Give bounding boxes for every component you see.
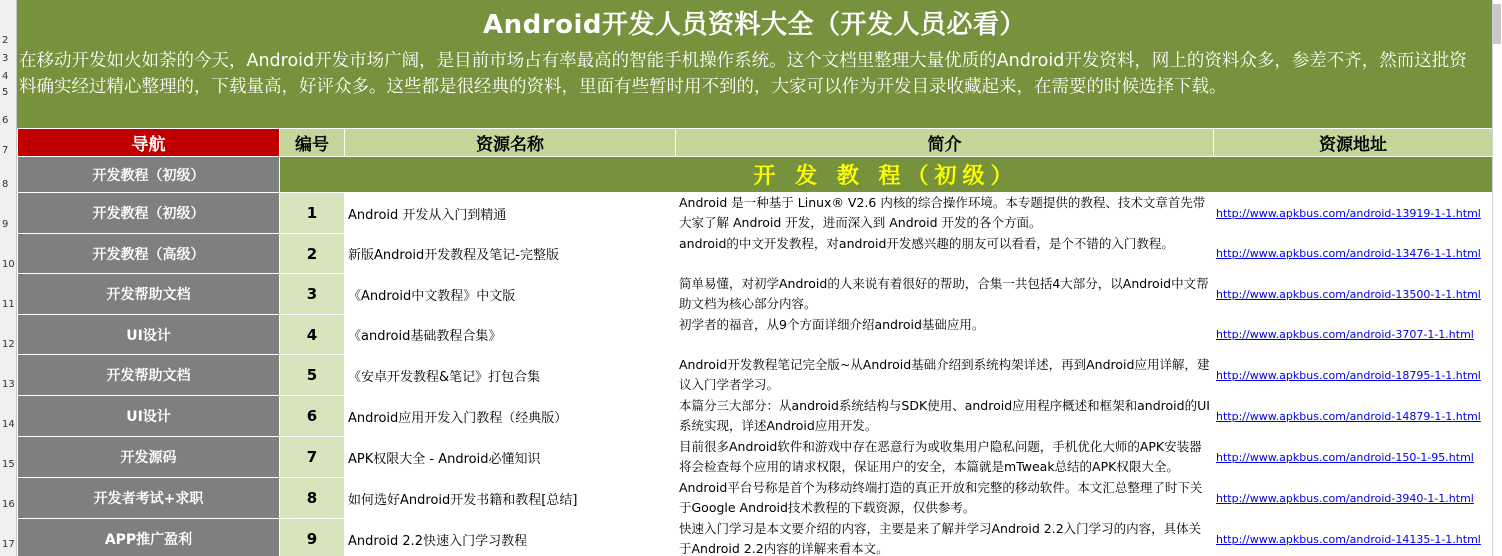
header-desc[interactable]: 简介 — [676, 129, 1214, 157]
name-cell[interactable]: Android 开发从入门到精通 — [345, 193, 676, 234]
table-row — [18, 478, 1493, 519]
scrollbar-thumb[interactable] — [1493, 4, 1501, 44]
name-cell[interactable]: 新版Android开发教程及笔记-完整版 — [345, 234, 676, 274]
table-row — [18, 315, 1493, 355]
number-cell[interactable]: 7 — [280, 437, 345, 478]
name-cell[interactable]: 《Android中文教程》中文版 — [345, 274, 676, 315]
number-cell[interactable]: 6 — [280, 396, 345, 437]
nav-cell[interactable]: APP推广盈利 — [18, 519, 280, 556]
row-number[interactable]: 16 — [2, 499, 15, 510]
number-cell[interactable]: 2 — [280, 234, 345, 274]
header-num[interactable]: 编号 — [280, 129, 345, 157]
spreadsheet — [17, 0, 1492, 556]
row-number[interactable]: 6 — [2, 115, 9, 126]
header-name[interactable]: 资源名称 — [345, 129, 676, 157]
nav-cell[interactable]: UI设计 — [18, 396, 280, 437]
desc-cell[interactable]: android的中文开发教程，对android开发感兴趣的朋友可以看看，是个不错的入门教程。 — [676, 234, 1214, 274]
row-number[interactable]: 2 — [2, 35, 9, 46]
number-cell[interactable]: 1 — [280, 193, 345, 234]
url-link[interactable]: http://www.apkbus.com/android-3707-1-1.html — [1216, 328, 1474, 341]
table-row — [18, 355, 1493, 396]
url-cell[interactable] — [1214, 437, 1493, 478]
desc-cell[interactable]: Android开发教程笔记完全版~从Android基础介绍到系统构架详述，再到Android应用详解，建议入门学者学习。 — [676, 355, 1214, 396]
url-cell[interactable] — [1214, 193, 1493, 234]
desc-cell[interactable]: 快速入门学习是本文要介绍的内容，主要是来了解并学习Android 2.2入门学习的内容，具体关于Android 2.2内容的详解来看本文。 — [676, 519, 1214, 556]
url-link[interactable]: http://www.apkbus.com/android-14135-1-1.html — [1216, 532, 1481, 546]
header-url[interactable]: 资源地址 — [1214, 129, 1493, 157]
nav-cell[interactable]: 开发教程（初级） — [18, 193, 280, 234]
header-nav[interactable]: 导航 — [18, 129, 280, 157]
url-cell[interactable] — [1214, 355, 1493, 396]
url-link[interactable]: http://www.apkbus.com/android-14879-1-1.html — [1216, 409, 1481, 423]
row-number[interactable]: 4 — [2, 71, 9, 82]
url-cell[interactable] — [1214, 478, 1493, 519]
url-link[interactable]: http://www.apkbus.com/android-150-1-95.html — [1216, 450, 1474, 464]
nav-cell[interactable]: UI设计 — [18, 315, 280, 355]
nav-cell[interactable]: 开发帮助文档 — [18, 274, 280, 315]
nav-cell[interactable]: 开发教程（初级） — [18, 157, 280, 193]
vertical-scrollbar[interactable] — [1492, 0, 1502, 556]
name-cell[interactable]: APK权限大全 - Android必懂知识 — [345, 437, 676, 478]
page-title: Android开发人员资料大全（开发人员必看） — [483, 10, 1026, 40]
desc-cell[interactable]: Android平台号称是首个为移动终端打造的真正开放和完整的移动软件。本文汇总整理了时下关于Google Android技术教程的下载资源，仅供参考。 — [676, 478, 1214, 519]
row-number[interactable]: 7 — [2, 145, 9, 156]
table-row — [18, 234, 1493, 274]
nav-cell[interactable]: 开发教程（高级） — [18, 234, 280, 274]
name-cell[interactable]: 《android基础教程合集》 — [345, 315, 676, 355]
table-row — [18, 274, 1493, 315]
row-number[interactable]: 15 — [2, 459, 15, 470]
url-cell[interactable] — [1214, 315, 1493, 355]
number-cell[interactable]: 5 — [280, 355, 345, 396]
url-link[interactable]: http://www.apkbus.com/android-3940-1-1.html — [1216, 491, 1474, 505]
url-cell[interactable] — [1214, 519, 1493, 556]
desc-cell[interactable]: 本篇分三大部分：从android系统结构与SDK使用、android应用程序概述和框架和android的UI系统实现，详述Android应用开发。 — [676, 396, 1214, 437]
resource-table — [17, 128, 1493, 556]
url-cell[interactable] — [1214, 234, 1493, 274]
nav-cell[interactable]: 开发帮助文档 — [18, 355, 280, 396]
name-cell[interactable]: 如何选好Android开发书籍和教程[总结] — [345, 478, 676, 519]
section-title[interactable]: 开 发 教 程（初级） — [280, 157, 1493, 193]
table-row — [18, 519, 1493, 556]
table-row — [18, 396, 1493, 437]
row-number-column — [0, 0, 17, 556]
nav-cell[interactable]: 开发者考试+求职 — [18, 478, 280, 519]
desc-cell[interactable]: Android 是一种基于 Linux® V2.6 内核的综合操作环境。本专题提供的教程、技术文章首先带大家了解 Android 开发，进而深入到 Android 开发的各个方面。 — [676, 193, 1214, 234]
desc-cell[interactable]: 初学者的福音，从9个方面详细介绍android基础应用。 — [676, 315, 1214, 355]
name-cell[interactable]: Android 2.2快速入门学习教程 — [345, 519, 676, 556]
name-cell[interactable]: 《安卓开发教程&笔记》打包合集 — [345, 355, 676, 396]
number-cell[interactable]: 4 — [280, 315, 345, 355]
url-link[interactable]: http://www.apkbus.com/android-13500-1-1.html — [1216, 287, 1481, 301]
row-number[interactable]: 10 — [2, 259, 15, 270]
row-number[interactable]: 5 — [2, 87, 9, 98]
name-cell[interactable]: Android应用开发入门教程（经典版） — [345, 396, 676, 437]
header-banner[interactable] — [17, 0, 1492, 128]
row-number[interactable]: 3 — [2, 53, 9, 64]
nav-cell[interactable]: 开发源码 — [18, 437, 280, 478]
url-link[interactable]: http://www.apkbus.com/android-18795-1-1.html — [1216, 368, 1481, 382]
row-number[interactable]: 11 — [2, 299, 15, 310]
number-cell[interactable]: 3 — [280, 274, 345, 315]
row-number[interactable]: 17 — [2, 539, 15, 550]
url-link[interactable]: http://www.apkbus.com/android-13919-1-1.html — [1216, 206, 1481, 220]
table-row — [18, 437, 1493, 478]
row-number[interactable]: 14 — [2, 419, 15, 430]
desc-cell[interactable]: 简单易懂，对初学Android的人来说有着很好的帮助，合集一共包括4大部分，以Android中文帮助文档为核心部分内容。 — [676, 274, 1214, 315]
row-number[interactable]: 8 — [2, 179, 9, 190]
row-number[interactable]: 13 — [2, 379, 15, 390]
number-cell[interactable]: 8 — [280, 478, 345, 519]
url-cell[interactable] — [1214, 274, 1493, 315]
row-number[interactable]: 9 — [2, 219, 9, 230]
url-link[interactable]: http://www.apkbus.com/android-13476-1-1.html — [1216, 247, 1481, 260]
desc-cell[interactable]: 目前很多Android软件和游戏中存在恶意行为或收集用户隐私问题，手机优化大师的APK安装器将会检查每个应用的请求权限，保证用户的安全，本篇就是mTweak总结的APK权限大全。 — [676, 437, 1214, 478]
intro-text: 在移动开发如火如荼的今天，Android开发市场广阔，是目前市场占有率最高的智能手机操作系统。这个文档里整理大量优质的Android开发资料，网上的资料众多，参差不齐，然而这批资料确实经过精心整理的，下载量高，好评众多。这些都是很经典的资料，里面有些暂时用不到的，大家可以作为开发目录收藏起来，在需要的时候选择下载。 — [19, 51, 1467, 97]
row-number[interactable]: 12 — [2, 339, 15, 350]
table-row — [18, 193, 1493, 234]
number-cell[interactable]: 9 — [280, 519, 345, 556]
url-cell[interactable] — [1214, 396, 1493, 437]
